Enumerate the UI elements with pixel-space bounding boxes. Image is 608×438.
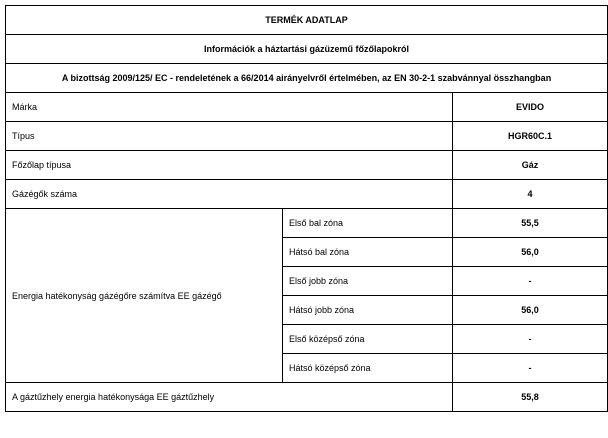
zone-label: Hátsó középső zóna: [283, 354, 453, 383]
hob-efficiency-label: A gáztűzhely energia hatékonysága EE gáztűzhely: [6, 383, 453, 412]
regulation-row: [6, 64, 608, 93]
zone-value: 56,0: [453, 238, 608, 267]
zone-label: Első bal zóna: [283, 209, 453, 238]
brand-row: [6, 93, 608, 122]
subtitle-row: [6, 35, 608, 64]
burner-count-row: [6, 180, 608, 209]
hob-type-label: Főzőlap típusa: [6, 151, 453, 180]
datasheet-title: TERMÉK ADATLAP: [6, 6, 608, 35]
zone-label: Hátsó bal zóna: [283, 238, 453, 267]
brand-label: Márka: [6, 93, 453, 122]
zone-label: Első jobb zóna: [283, 267, 453, 296]
brand-value: EVIDO: [453, 93, 608, 122]
zone-value: 55,5: [453, 209, 608, 238]
hob-type-value: Gáz: [453, 151, 608, 180]
zone-label: Első középső zóna: [283, 325, 453, 354]
type-value: HGR60C.1: [453, 122, 608, 151]
hob-efficiency-row: [6, 383, 608, 412]
datasheet-subtitle: Információk a háztartási gázüzemű főzőlapokról: [6, 35, 608, 64]
zone-value: 56,0: [453, 296, 608, 325]
product-datasheet-table: [5, 5, 608, 412]
hob-efficiency-value: 55,8: [453, 383, 608, 412]
zone-row: [6, 209, 608, 238]
regulation-note: A bizottság 2009/125/ EC - rendeletének a 66/2014 airányelvről értelmében, az EN 30-2-1 szabvánnyal összhangban: [6, 64, 608, 93]
efficiency-label: Energia hatékonyság gázégőre számítva EE gázégő: [6, 209, 283, 383]
zone-value: -: [453, 267, 608, 296]
type-label: Típus: [6, 122, 453, 151]
zone-value: -: [453, 354, 608, 383]
zone-label: Hátsó jobb zóna: [283, 296, 453, 325]
title-row: [6, 6, 608, 35]
hob-type-row: [6, 151, 608, 180]
burner-count-value: 4: [453, 180, 608, 209]
type-row: [6, 122, 608, 151]
zone-value: -: [453, 325, 608, 354]
burner-count-label: Gázégők száma: [6, 180, 453, 209]
